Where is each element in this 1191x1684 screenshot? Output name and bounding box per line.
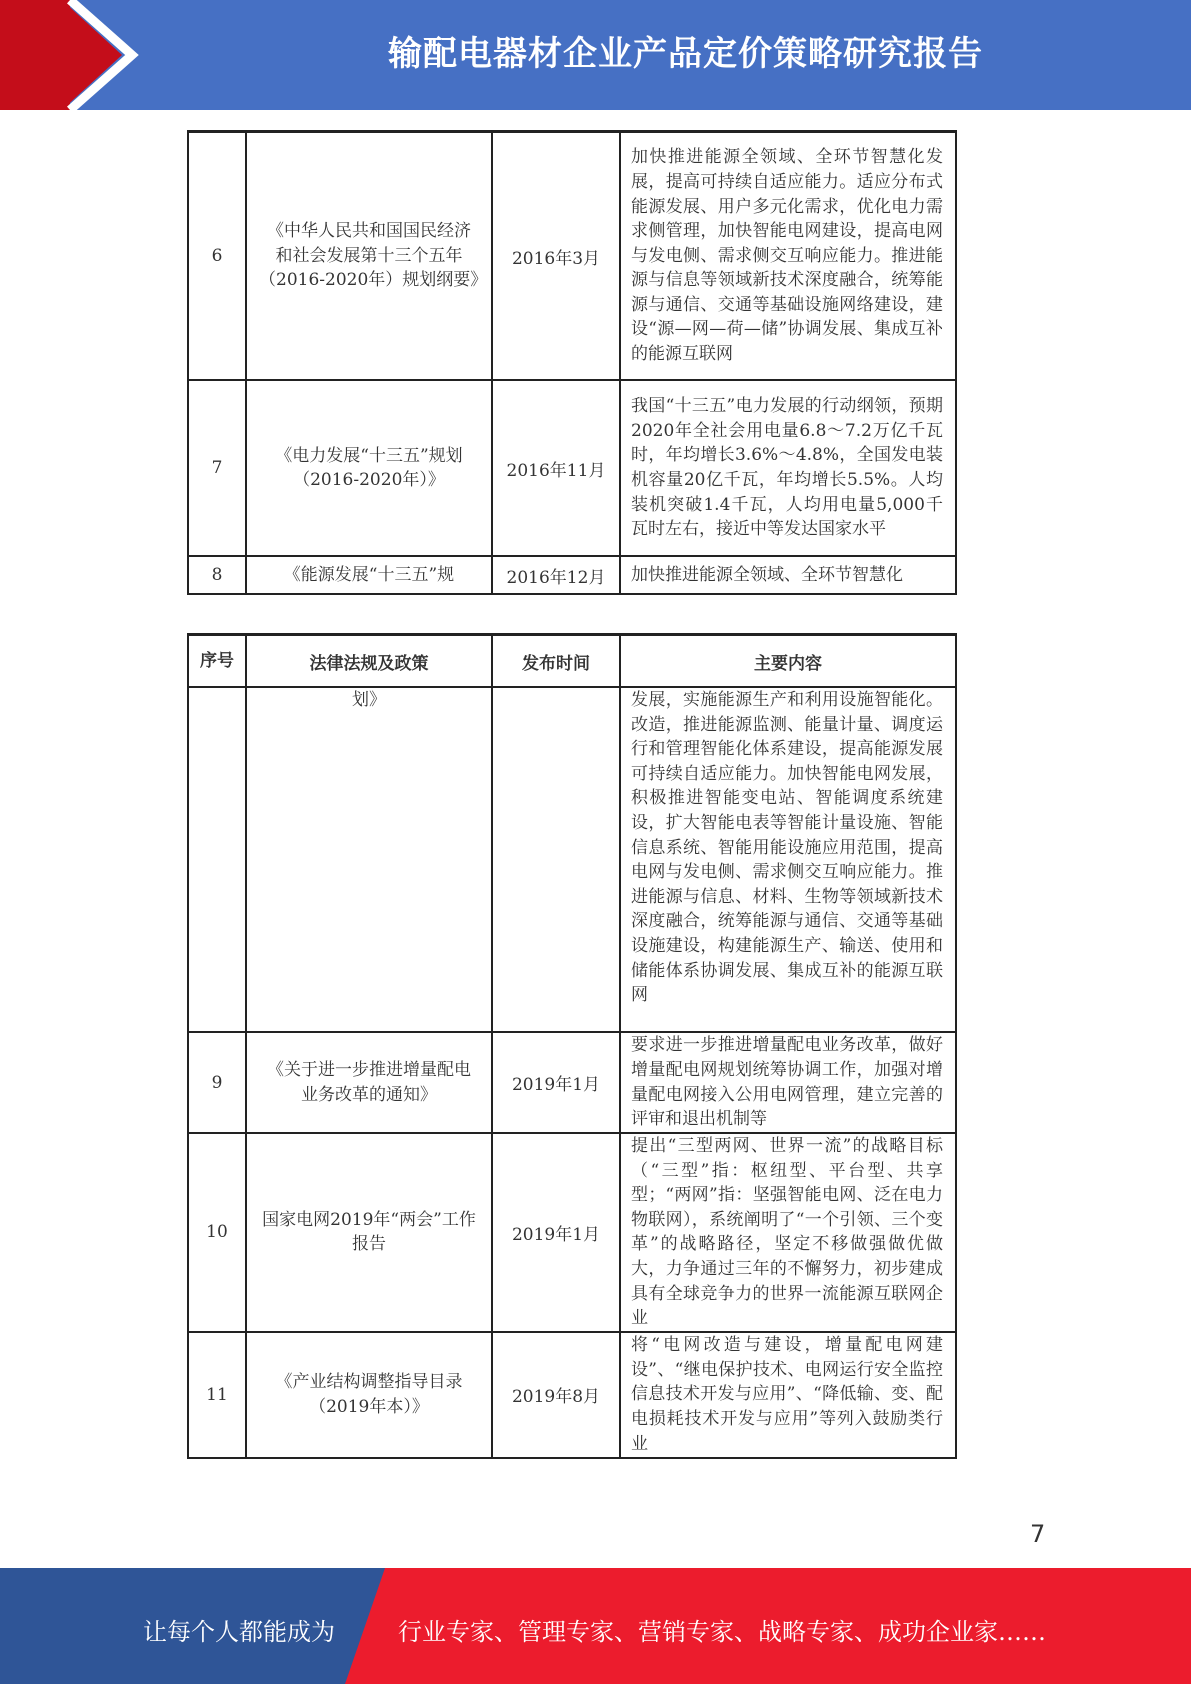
policy-content: 我国“十三五”电力发展的行动纲领，预期2020年全社会用电量6.8～7.2万亿千瓦时，年均增长3.6%～4.8%，全国发电装机容量20亿千瓦，年均增长5.5%。人均装机突破1.4千瓦，人均用电量5,000千瓦时左右，接近中等发达国家水平 (620, 380, 956, 556)
policy-name: 《关于进一步推进增量配电业务改革的通知》 (246, 1032, 492, 1133)
table-row (188, 687, 956, 1032)
footer-slogan-left: 让每个人都能成为 (143, 1618, 335, 1646)
policy-name: 《中华人民共和国国民经济和社会发展第十三个五年（2016-2020年）规划纲要》 (246, 132, 492, 381)
footer-slogan-right: 行业专家、管理专家、营销专家、战略专家、成功企业家…… (398, 1618, 1046, 1646)
table-row (188, 556, 956, 594)
policy-table (187, 633, 957, 1459)
policy-content: 将“电网改造与建设，增量配电网建设”、“继电保护技术、电网运行安全监控信息技术开发与应用”、“降低输、变、配电损耗技术开发与应用”等列入鼓励类行业 (620, 1332, 956, 1458)
row-number: 9 (188, 1032, 246, 1133)
table-row (188, 1032, 956, 1133)
row-number: 7 (188, 380, 246, 556)
row-number: 10 (188, 1133, 246, 1332)
table-header-row (188, 635, 956, 688)
policy-content: 提出“三型两网、世界一流”的战略目标（“三型”指：枢纽型、平台型、共享型；“两网”指：坚强智能电网、泛在电力物联网），系统阐明了“一个引领、三个变革”的战略路径，坚定不移做强做优做大，力争通过三年的不懈努力，初步建成具有全球竞争力的世界一流能源互联网企业 (620, 1133, 956, 1332)
policy-table-continued (187, 130, 957, 595)
page-number: 7 (1030, 1520, 1046, 1548)
header-name: 法律法规及政策 (246, 635, 492, 688)
policy-content: 要求进一步推进增量配电业务改革，做好增量配电网规划统筹协调工作，加强对增量配电网接入公用电网管理，建立完善的评审和退出机制等 (620, 1032, 956, 1133)
policy-name: 《能源发展“十三五”规 (246, 556, 492, 594)
footer-banner (0, 1568, 1191, 1684)
publish-date: 2016年11月 (492, 380, 620, 556)
publish-date: 2016年12月 (492, 556, 620, 594)
policy-name: 国家电网2019年“两会”工作报告 (246, 1133, 492, 1332)
row-number (188, 687, 246, 1032)
policy-content: 发展，实施能源生产和利用设施智能化。改造，推进能源监测、能量计量、调度运行和管理智能化体系建设，提高能源发展可持续自适应能力。加快智能电网发展，积极推进智能变电站、智能调度系统建设，扩大智能电表等智能计量设施、智能信息系统、智能用能设施应用范围，提高电网与发电侧、需求侧交互响应能力。推进能源与信息、材料、生物等领域新技术深度融合，统筹能源与通信、交通等基础设施建设，构建能源生产、输送、使用和储能体系协调发展、集成互补的能源互联网 (620, 687, 956, 1032)
report-title: 输配电器材企业产品定价策略研究报告 (388, 34, 983, 74)
table-row (188, 132, 956, 381)
header-content: 主要内容 (620, 635, 956, 688)
policy-name: 《电力发展“十三五”规划（2016-2020年）》 (246, 380, 492, 556)
row-number: 11 (188, 1332, 246, 1458)
header-chevron-icon (0, 0, 160, 110)
table-row (188, 380, 956, 556)
header-banner (0, 0, 1191, 110)
row-number: 8 (188, 556, 246, 594)
policy-content: 加快推进能源全领域、全环节智慧化发展，提高可持续自适应能力。适应分布式能源发展、用户多元化需求，优化电力需求侧管理，加快智能电网建设，提高电网与发电侧、需求侧交互响应能力。推进能源与信息等领域新技术深度融合，统筹能源与通信、交通等基础设施网络建设，建设“源—网—荷—储”协调发展、集成互补的能源互联网 (620, 132, 956, 381)
publish-date: 2019年8月 (492, 1332, 620, 1458)
publish-date: 2016年3月 (492, 132, 620, 381)
publish-date: 2019年1月 (492, 1032, 620, 1133)
policy-name: 划》 (246, 687, 492, 1032)
table-row (188, 1332, 956, 1458)
publish-date: 2019年1月 (492, 1133, 620, 1332)
header-date: 发布时间 (492, 635, 620, 688)
policy-name: 《产业结构调整指导目录（2019年本）》 (246, 1332, 492, 1458)
table-row (188, 1133, 956, 1332)
header-no: 序号 (188, 635, 246, 688)
publish-date (492, 687, 620, 1032)
policy-content: 加快推进能源全领域、全环节智慧化 (620, 556, 956, 594)
row-number: 6 (188, 132, 246, 381)
